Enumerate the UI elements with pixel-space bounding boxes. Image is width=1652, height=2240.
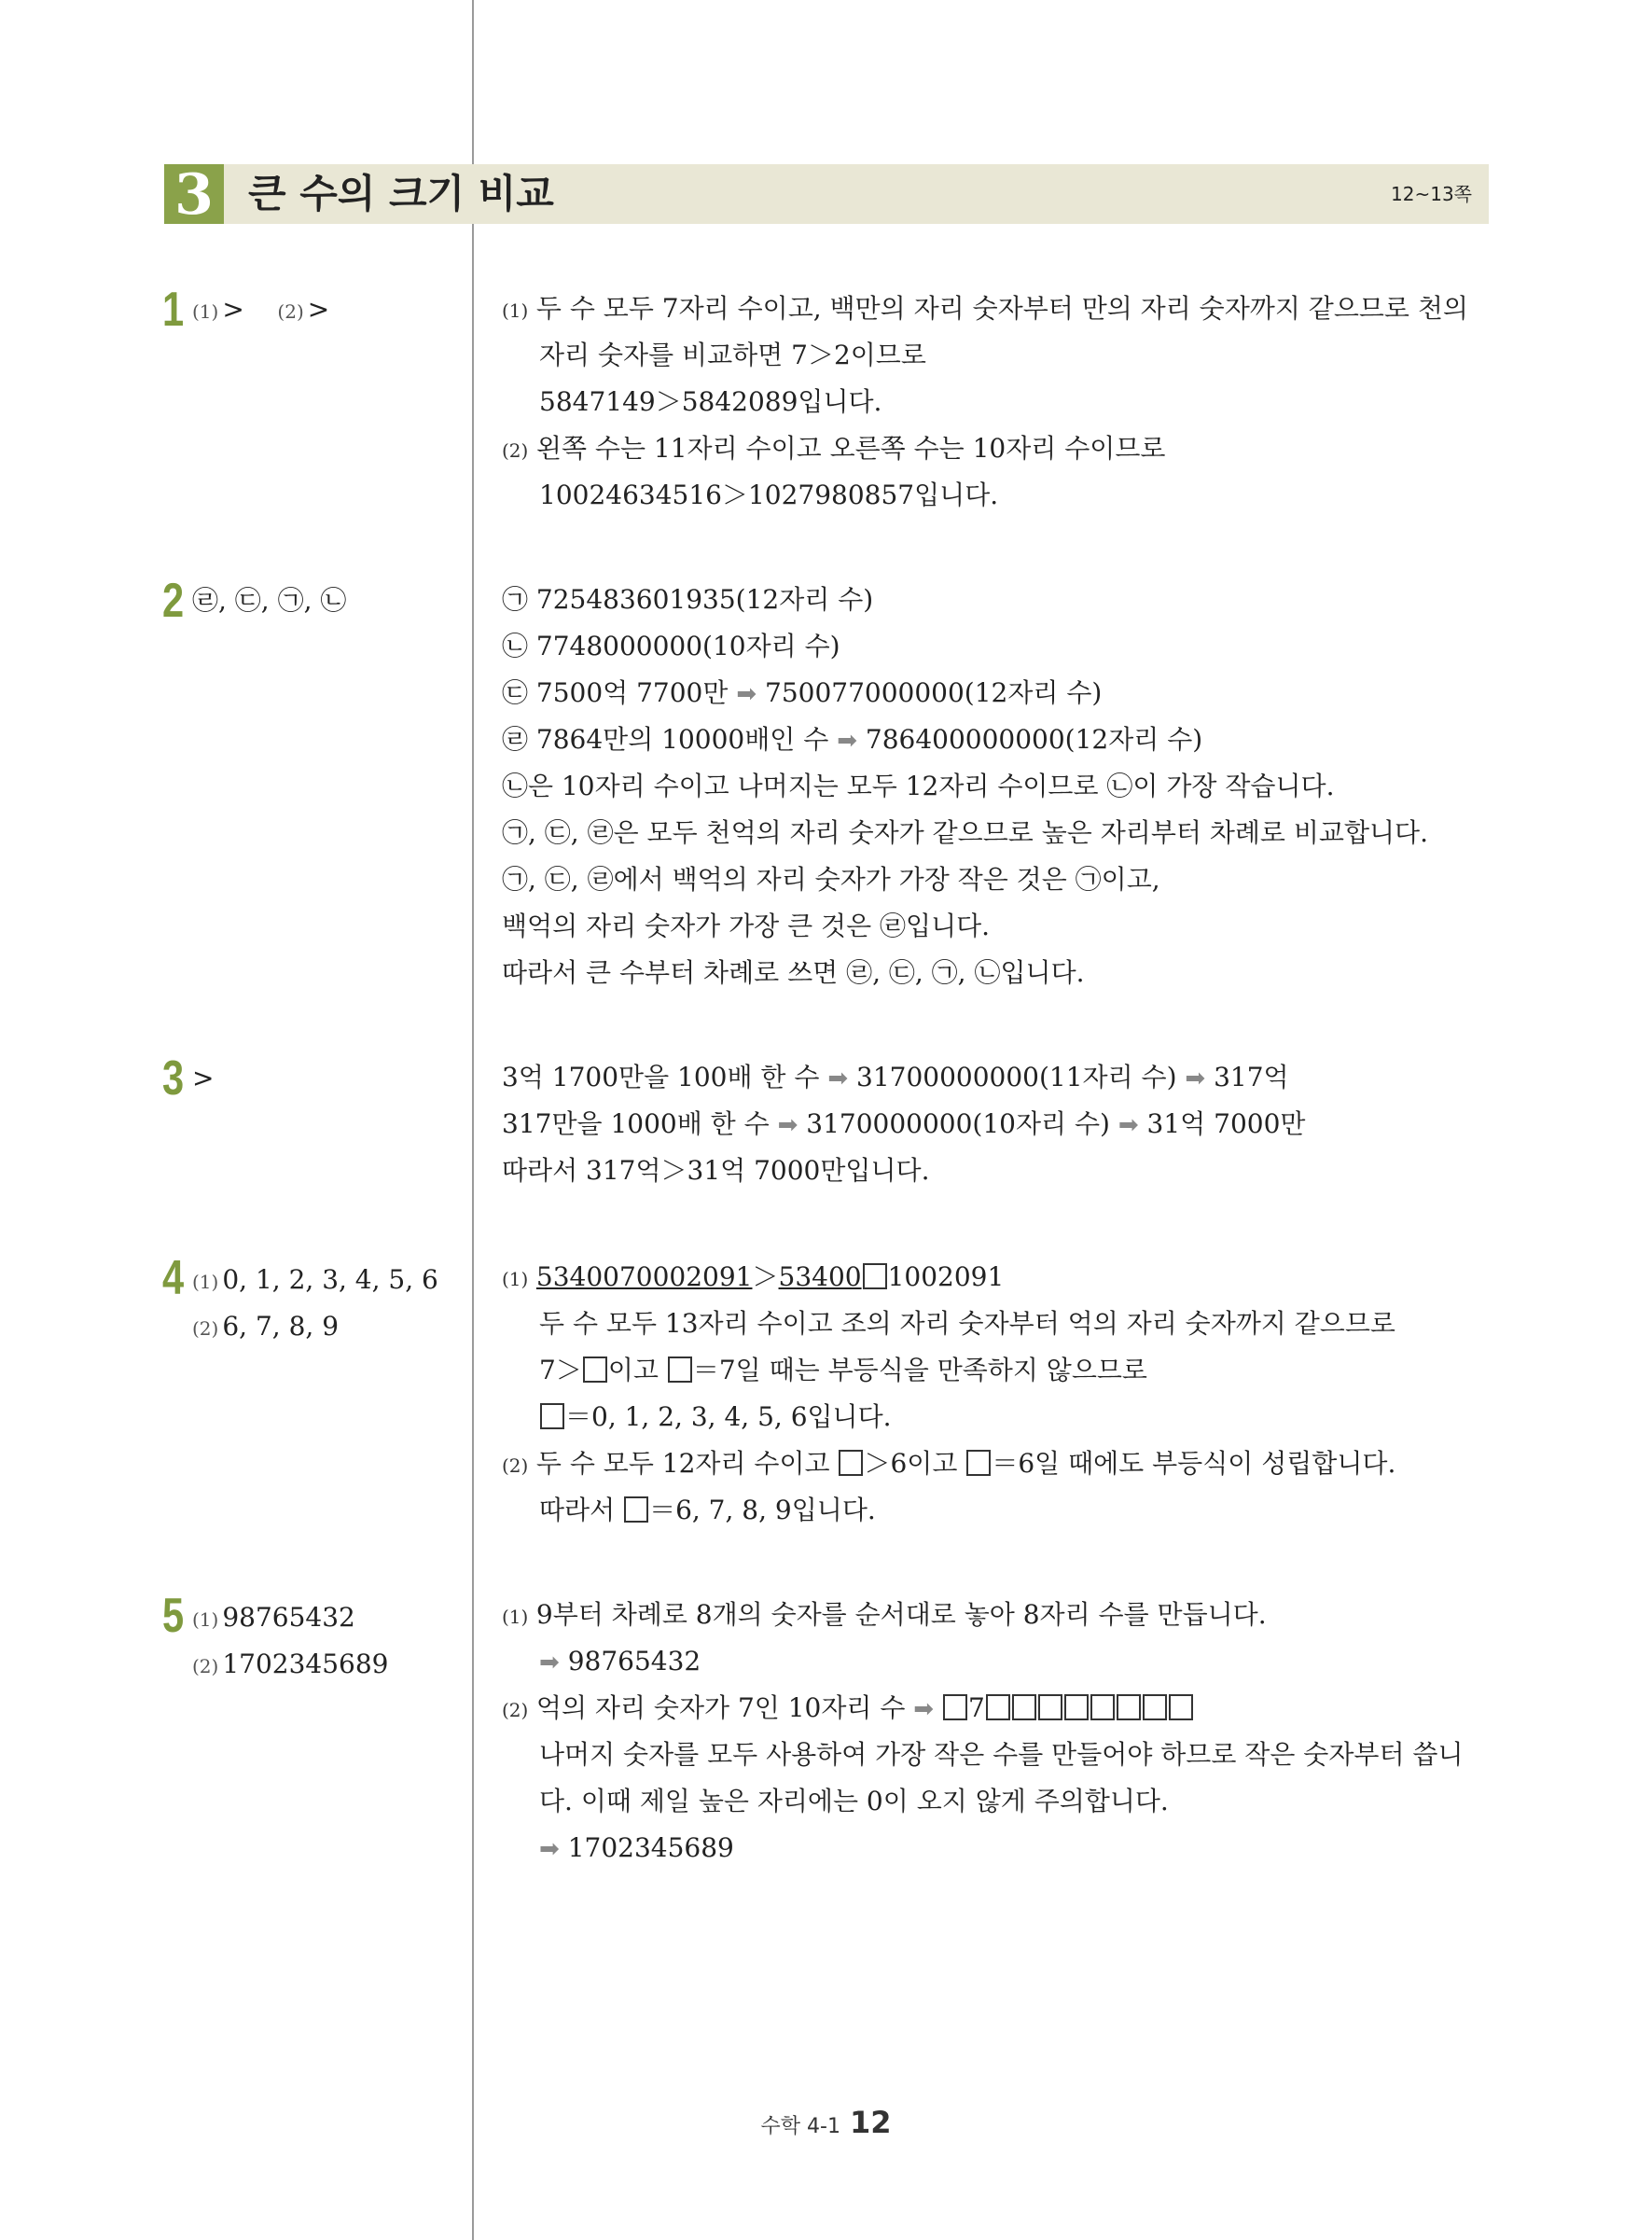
explanation-line: 5847149＞5842089입니다. bbox=[539, 386, 882, 417]
blank-box bbox=[863, 1263, 887, 1289]
explanation-text: ㉢ 7500억 7700만 bbox=[502, 677, 729, 708]
explanation-line: 두 수 모두 7자리 수이고, 백만의 자리 숫자부터 만의 자리 숫자까지 같으므로 천의 bbox=[535, 293, 1468, 324]
explanation-text: 3억 1700만을 100배 한 수 bbox=[502, 1062, 820, 1092]
explanation-line: 백억의 자리 숫자가 가장 큰 것은 ㉣입니다. bbox=[502, 911, 991, 941]
blank-box bbox=[540, 1403, 564, 1429]
explanation-text: ＞6이고 bbox=[864, 1448, 958, 1479]
explanation-line: 따라서 317억＞31억 7000만입니다. bbox=[502, 1155, 930, 1186]
blank-box bbox=[583, 1357, 607, 1383]
explanation-3 bbox=[502, 1054, 1491, 1194]
explanation-line: 자리 숫자를 비교하면 7＞2이므로 bbox=[539, 340, 926, 370]
explanation-text: 7＞ bbox=[539, 1355, 582, 1385]
answer-value: 1702345689 bbox=[222, 1649, 389, 1679]
column-divider bbox=[472, 0, 474, 2240]
explanation-text: ＝0, 1, 2, 3, 4, 5, 6입니다. bbox=[565, 1401, 892, 1432]
explanation-line: ㉡은 10자리 수이고 나머지는 모두 12자리 수이므로 ㉡이 가장 작습니다. bbox=[502, 771, 1335, 801]
blank-box bbox=[986, 1694, 1010, 1720]
page-reference: 12~13쪽 bbox=[1391, 183, 1472, 205]
part-label: (1) bbox=[502, 299, 529, 322]
explanation-line: ㉡ 7748000000(10자리 수) bbox=[502, 631, 840, 661]
arrow-icon: ➡ bbox=[837, 727, 857, 755]
explanation-text: 억의 자리 숫자가 7인 10자리 수 bbox=[535, 1692, 906, 1723]
explanation-text: 1702345689 bbox=[567, 1832, 734, 1863]
page-number: 12 bbox=[849, 2105, 892, 2140]
explanation-text: ㉣ 7864만의 10000배인 수 bbox=[502, 724, 829, 755]
explanation-text: 3170000000(10자리 수) bbox=[806, 1108, 1110, 1139]
blank-box bbox=[1143, 1694, 1167, 1720]
part-label: (1) bbox=[502, 1268, 529, 1290]
question-number-3: 3 bbox=[162, 1051, 185, 1106]
explanation-text: 317만을 1000배 한 수 bbox=[502, 1108, 770, 1139]
blank-box bbox=[1169, 1694, 1193, 1720]
explanation-text: 두 수 모두 12자리 수이고 bbox=[535, 1448, 830, 1479]
explanation-2 bbox=[502, 577, 1491, 996]
answer-value: 0, 1, 2, 3, 4, 5, 6 bbox=[222, 1264, 438, 1295]
question-number-1: 1 bbox=[162, 283, 185, 337]
arrow-icon: ➡ bbox=[736, 680, 757, 708]
blank-box bbox=[966, 1450, 991, 1476]
sub-label: (2) bbox=[277, 300, 304, 323]
explanation-text: 98765432 bbox=[567, 1646, 701, 1677]
question-number-5: 5 bbox=[162, 1589, 185, 1643]
answer-value: > bbox=[307, 294, 330, 325]
blank-box bbox=[839, 1450, 863, 1476]
explanation-text: ＞ bbox=[752, 1261, 779, 1292]
explanation-line: 다. 이때 제일 높은 자리에는 0이 오지 않게 주의합니다. bbox=[539, 1786, 1169, 1816]
explanation-line: 나머지 숫자를 모두 사용하여 가장 작은 수를 만들어야 하므로 작은 숫자부터 씁니 bbox=[539, 1739, 1464, 1770]
blank-box bbox=[1117, 1694, 1141, 1720]
explanation-line: ㉠, ㉢, ㉣에서 백억의 자리 숫자가 가장 작은 것은 ㉠이고, bbox=[502, 864, 1160, 895]
blank-box bbox=[1038, 1694, 1062, 1720]
blank-box bbox=[943, 1694, 967, 1720]
explanation-line: 10024634516＞1027980857입니다. bbox=[539, 480, 999, 510]
blank-box bbox=[668, 1357, 692, 1383]
explanation-text: 7 bbox=[968, 1692, 985, 1723]
explanation-4 bbox=[502, 1254, 1491, 1534]
page-footer bbox=[0, 2105, 1652, 2140]
question-number-2: 2 bbox=[162, 574, 185, 628]
explanation-text: 5340070002091 bbox=[535, 1261, 753, 1292]
answer-value: 6, 7, 8, 9 bbox=[222, 1311, 340, 1342]
explanation-text: 9부터 차례로 8개의 숫자를 순서대로 놓아 8자리 수를 만듭니다. bbox=[535, 1599, 1267, 1630]
part-label: (2) bbox=[502, 1699, 529, 1721]
arrow-icon: ➡ bbox=[1185, 1064, 1206, 1092]
arrow-icon: ➡ bbox=[827, 1064, 849, 1092]
explanation-line: 왼쪽 수는 11자리 수이고 오른쪽 수는 10자리 수이므로 bbox=[535, 433, 1166, 464]
explanation-text: 786400000000(12자리 수) bbox=[865, 724, 1203, 755]
part-label: (2) bbox=[502, 439, 529, 462]
answer-1 bbox=[192, 287, 329, 334]
answer-value: > bbox=[222, 294, 244, 325]
section-header bbox=[164, 162, 1489, 228]
explanation-text: 따라서 bbox=[539, 1495, 616, 1525]
arrow-icon: ➡ bbox=[777, 1111, 798, 1139]
section-number: 3 bbox=[164, 164, 224, 224]
explanation-line: 따라서 큰 수부터 차례로 쓰면 ㉣, ㉢, ㉠, ㉡입니다. bbox=[502, 957, 1085, 988]
explanation-text: 750077000000(12자리 수) bbox=[765, 677, 1103, 708]
arrow-icon: ➡ bbox=[1118, 1111, 1139, 1139]
answer-4 bbox=[192, 1258, 438, 1351]
blank-box bbox=[624, 1496, 648, 1523]
blank-box bbox=[1064, 1694, 1089, 1720]
explanation-line: ㉠ 725483601935(12자리 수) bbox=[502, 584, 874, 615]
explanation-1 bbox=[502, 285, 1491, 519]
answer-3: > bbox=[192, 1063, 215, 1093]
part-label: (2) bbox=[502, 1454, 529, 1477]
explanation-line: ㉠, ㉢, ㉣은 모두 천억의 자리 숫자가 같으므로 높은 자리부터 차례로 비교합니다. bbox=[502, 817, 1429, 848]
explanation-text: 1002091 bbox=[887, 1261, 1005, 1292]
explanation-line: 두 수 모두 13자리 수이고 조의 자리 숫자부터 억의 자리 숫자까지 같으므로 bbox=[539, 1308, 1395, 1339]
explanation-text: 317억 bbox=[1214, 1062, 1289, 1092]
part-label: (1) bbox=[502, 1606, 529, 1628]
arrow-icon: ➡ bbox=[913, 1695, 935, 1723]
blank-box bbox=[1012, 1694, 1036, 1720]
sub-label: (2) bbox=[192, 1317, 219, 1340]
sub-label: (2) bbox=[192, 1655, 219, 1677]
explanation-text: 이고 bbox=[607, 1355, 659, 1385]
section-title: 큰 수의 크기 비교 bbox=[248, 171, 554, 216]
explanation-text: 53400 bbox=[778, 1261, 862, 1292]
blank-box bbox=[1090, 1694, 1115, 1720]
book-title: 수학 4-1 bbox=[760, 2115, 840, 2138]
explanation-text: 31억 7000만 bbox=[1146, 1108, 1306, 1139]
explanation-text: ＝6일 때에도 부등식이 성립합니다. bbox=[992, 1448, 1396, 1479]
explanation-5 bbox=[502, 1592, 1491, 1871]
explanation-text: ＝7일 때는 부등식을 만족하지 않으므로 bbox=[692, 1355, 1147, 1385]
arrow-icon: ➡ bbox=[539, 1835, 560, 1863]
arrow-icon: ➡ bbox=[539, 1649, 560, 1677]
explanation-text: ＝6, 7, 8, 9입니다. bbox=[649, 1495, 876, 1525]
answer-2: ㉣, ㉢, ㉠, ㉡ bbox=[192, 585, 347, 616]
explanation-text: 31700000000(11자리 수) bbox=[856, 1062, 1177, 1092]
sub-label: (1) bbox=[192, 1271, 219, 1293]
sub-label: (1) bbox=[192, 300, 219, 323]
sub-label: (1) bbox=[192, 1608, 219, 1631]
answer-5 bbox=[192, 1595, 389, 1689]
question-number-4: 4 bbox=[162, 1251, 185, 1305]
answer-value: 98765432 bbox=[222, 1602, 355, 1633]
